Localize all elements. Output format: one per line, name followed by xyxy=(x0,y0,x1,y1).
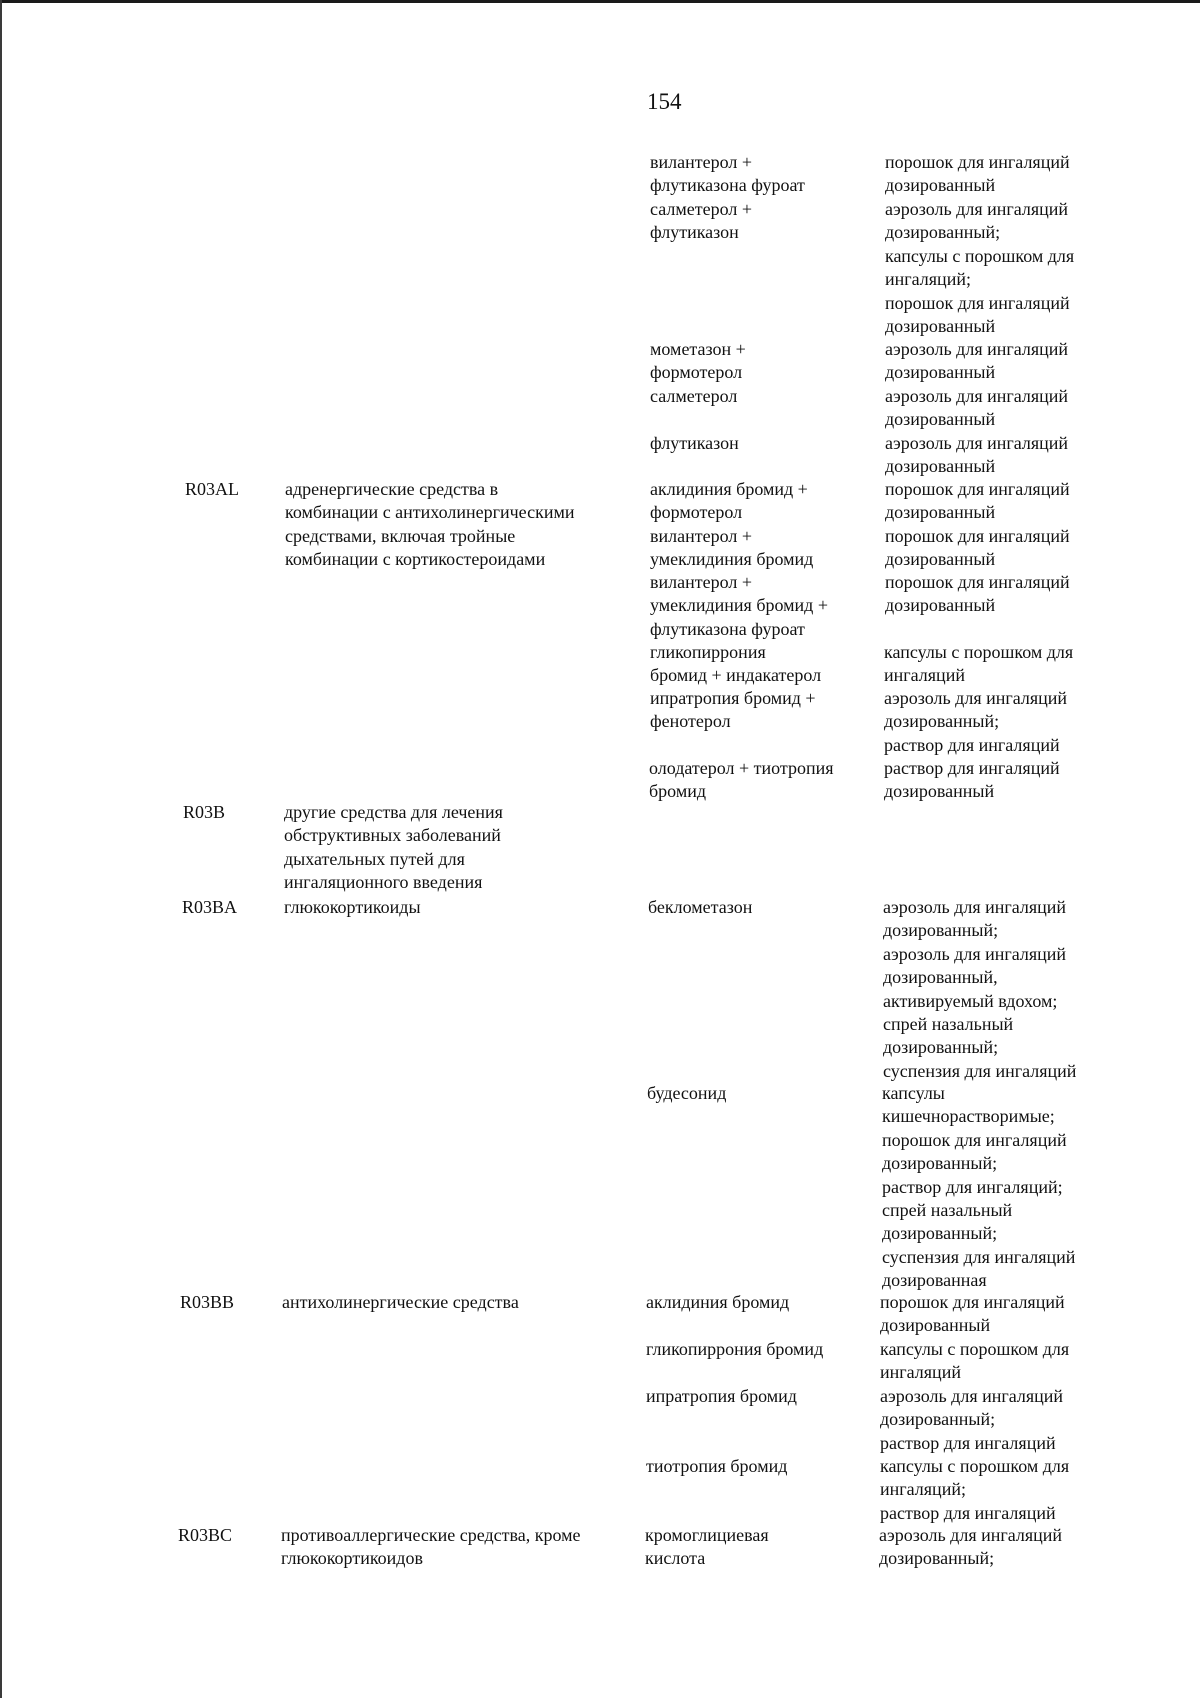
dosage-form: аэрозоль для ингаляций дозированный; раствор для ингаляций xyxy=(880,1386,1064,1453)
drug-name: гликопиррония бромид + индакатерол xyxy=(650,642,822,686)
drug-name: салметерол xyxy=(650,386,738,406)
dosage-form: порошок для ингаляций дозированный xyxy=(885,152,1070,196)
anatomic-group: глюкокортикоиды xyxy=(284,897,421,917)
drug-name: аклидиния бромид + формотерол xyxy=(650,479,808,523)
drug-name: гликопиррония бромид xyxy=(646,1339,824,1359)
anatomic-group: противоаллергические средства, кроме глюкокортикоидов xyxy=(281,1525,581,1569)
drug-name: ипратропия бромид xyxy=(646,1386,797,1406)
dosage-form: порошок для ингаляций дозированный xyxy=(885,526,1070,570)
dosage-form: аэрозоль для ингаляций дозированный xyxy=(885,433,1069,477)
atc-code: R03BC xyxy=(178,1525,233,1545)
atc-code: R03B xyxy=(183,802,226,822)
page-left-edge xyxy=(0,0,2,1698)
dosage-form: аэрозоль для ингаляций дозированный; xyxy=(879,1525,1063,1569)
page-top-edge xyxy=(0,0,1200,3)
atc-code: R03BA xyxy=(182,897,238,917)
drug-name: вилантерол + флутиказона фуроат xyxy=(650,152,805,196)
drug-name: олодатерол + тиотропия бромид xyxy=(649,758,834,802)
anatomic-group: антихолинергические средства xyxy=(282,1292,519,1312)
dosage-form: капсулы с порошком для ингаляций xyxy=(884,642,1074,686)
dosage-form: порошок для ингаляций дозированный xyxy=(885,572,1070,616)
drug-name: аклидиния бромид xyxy=(646,1292,790,1312)
drug-name: кромоглициевая кислота xyxy=(645,1525,769,1569)
drug-name: тиотропия бромид xyxy=(646,1456,788,1476)
dosage-form: аэрозоль для ингаляций дозированный; аэрозоль для ингаляций дозированный, активируемый вдохом; спрей назальный дозированный; суспензия для ингаляций xyxy=(883,897,1077,1081)
atc-code: R03AL xyxy=(185,479,239,499)
drug-name: ипратропия бромид + фенотерол xyxy=(650,688,816,732)
drug-name: флутиказон xyxy=(650,433,739,453)
atc-code: R03BB xyxy=(180,1292,235,1312)
dosage-form: капсулы с порошком для ингаляций; раствор для ингаляций xyxy=(880,1456,1070,1523)
dosage-form: порошок для ингаляций дозированный xyxy=(885,479,1070,523)
dosage-form: капсулы кишечнорастворимые; порошок для ингаляций дозированный; раствор для ингаляций; спрей назальный дозированный; суспензия для ингаляций дозированная xyxy=(882,1083,1076,1291)
drug-name: будесонид xyxy=(647,1083,727,1103)
drug-name: вилантерол + умеклидиния бромид + флутиказона фуроат xyxy=(650,572,828,639)
dosage-form: капсулы с порошком для ингаляций xyxy=(880,1339,1070,1383)
drug-name: салметерол + флутиказон xyxy=(650,199,752,243)
dosage-form: аэрозоль для ингаляций дозированный; капсулы с порошком для ингаляций; порошок для ингаляций дозированный xyxy=(885,199,1075,337)
drug-name: мометазон + формотерол xyxy=(650,339,746,383)
anatomic-group: другие средства для лечения обструктивных заболеваний дыхательных путей для ингаляционного введения xyxy=(284,802,503,893)
drug-name: беклометазон xyxy=(648,897,753,917)
dosage-form: раствор для ингаляций дозированный xyxy=(884,758,1060,802)
drug-name: вилантерол + умеклидиния бромид xyxy=(650,526,814,570)
page-number: 154 xyxy=(647,89,682,114)
dosage-form: аэрозоль для ингаляций дозированный xyxy=(885,386,1069,430)
dosage-form: порошок для ингаляций дозированный xyxy=(880,1292,1065,1336)
anatomic-group: адренергические средства в комбинации с антихолинергическими средствами, включая тройные комбинации с кортикостероидами xyxy=(285,479,575,570)
dosage-form: аэрозоль для ингаляций дозированный; раствор для ингаляций xyxy=(884,688,1068,755)
dosage-form: аэрозоль для ингаляций дозированный xyxy=(885,339,1069,383)
